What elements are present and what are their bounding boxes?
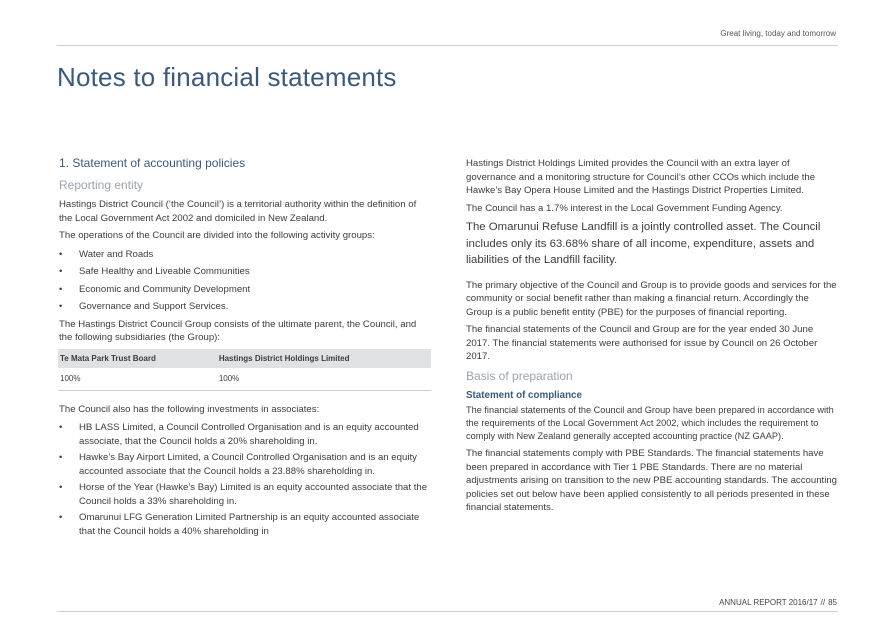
footer-report: ANNUAL REPORT 2016/17 [719, 598, 818, 607]
left-column [59, 157, 431, 542]
subsidiaries-table [58, 349, 431, 391]
list-item: • Water and Roads [59, 248, 154, 260]
list-item: • Horse of the Year (Hawke’s Bay) Limited is an equity accounted associate that the Council holds a 33% shareholding in. [59, 482, 428, 507]
paragraph: The financial statements comply with PBE Standards. The financial statements have been prepared in accordance with Tier 1 PBE Standards. There are no material adjustments arising on transition to the new PBE accounting standards. The accounting policies set out below have been applied consistently to all periods presented in these financial statements. [466, 448, 838, 514]
page-number: 85 [828, 598, 837, 607]
paragraph: The Council has a 1.7% interest in the Local Government Funding Agency. [466, 202, 783, 214]
compliance-heading: Statement of compliance [466, 390, 582, 401]
footer-rule [57, 611, 838, 612]
bullet-icon: • [59, 301, 63, 312]
right-column [466, 157, 838, 519]
bullet-icon: • [59, 482, 63, 493]
basis-heading: Basis of preparation [466, 368, 573, 383]
paragraph: The financial statements of the Council and Group have been prepared in accordance with the requirements of the Local Government Act 2002, which includes the requirement to comply with New Zealand generally accepted accounting practice (NZ GAAP). [466, 404, 834, 442]
paragraph: The financial statements of the Council and Group are for the year ended 30 June 2017. The financial statements were authorised for issue by Council on 26 October 2017. [466, 324, 818, 362]
header-rule [57, 45, 838, 46]
bullet-icon: • [59, 512, 63, 523]
paragraph: The Hastings District Council Group consists of the ultimate parent, the Council, and the following subsidiaries (the Group): [59, 318, 417, 343]
paragraph: The primary objective of the Council and Group is to provide goods and services for the community or social benefit rather than making a financial return. Accordingly the Group is a public benefit entity (PBE) for the purposes of financial reporting. [466, 279, 837, 318]
table-header-row [58, 349, 431, 369]
section-heading: 1. Statement of accounting policies [59, 156, 246, 170]
table-header-cell: Te Mata Park Trust Board [58, 349, 217, 369]
table-cell: 100% [58, 368, 217, 390]
reporting-entity-heading: Reporting entity [59, 177, 144, 192]
bullet-icon: • [59, 422, 63, 433]
paragraph: The Council also has the following investments in associates: [59, 403, 320, 415]
header-tagline: Great living, today and tomorrow [720, 29, 836, 38]
list-item: • Economic and Community Development [59, 283, 251, 295]
list-item: • Hawke’s Bay Airport Limited, a Council Controlled Organisation and is an equity accounted associate that the Council holds a 23.88% shareholding in. [59, 452, 417, 477]
table-row [58, 368, 431, 390]
paragraph: The operations of the Council are divided into the following activity groups: [59, 230, 375, 241]
page-title: Notes to financial statements [57, 62, 397, 92]
list-item: • Omarunui LFG Generation Limited Partnership is an equity accounted associate that the Council holds a 40% shareholding in [59, 512, 420, 537]
table-header-cell: Hastings District Holdings Limited [217, 349, 431, 369]
list-item: • HB LASS Limited, a Council Controlled Organisation and is an equity accounted associate, that the Council holds a 20% shareholding in. [59, 422, 419, 447]
paragraph: Hastings District Council (‘the Council’) is a territorial authority within the definition of the Local Government Act 2002 and domiciled in New Zealand. [59, 199, 417, 224]
associates-list [59, 421, 431, 538]
list-item: • Safe Healthy and Liveable Communities [59, 266, 250, 277]
footer-separator: // [820, 598, 826, 607]
activity-groups-list [59, 248, 431, 314]
bullet-icon: • [59, 283, 63, 295]
bullet-icon: • [59, 266, 63, 277]
table-cell: 100% [217, 368, 431, 390]
paragraph-large: The Omarunui Refuse Landfill is a jointly controlled asset. The Council includes only its 63.68% share of all income, expenditure, assets and liabilities of the Landfill facility. [466, 221, 821, 266]
paragraph: Hastings District Holdings Limited provides the Council with an extra layer of governance and a monitoring structure for Council’s other CCOs which include the Hawke’s Bay Opera House Limited and the Hastings District Properties Limited. [466, 158, 816, 196]
list-item: • Governance and Support Services. [59, 301, 229, 312]
footer [719, 598, 837, 607]
bullet-icon: • [59, 452, 63, 463]
bullet-icon: • [59, 248, 63, 260]
